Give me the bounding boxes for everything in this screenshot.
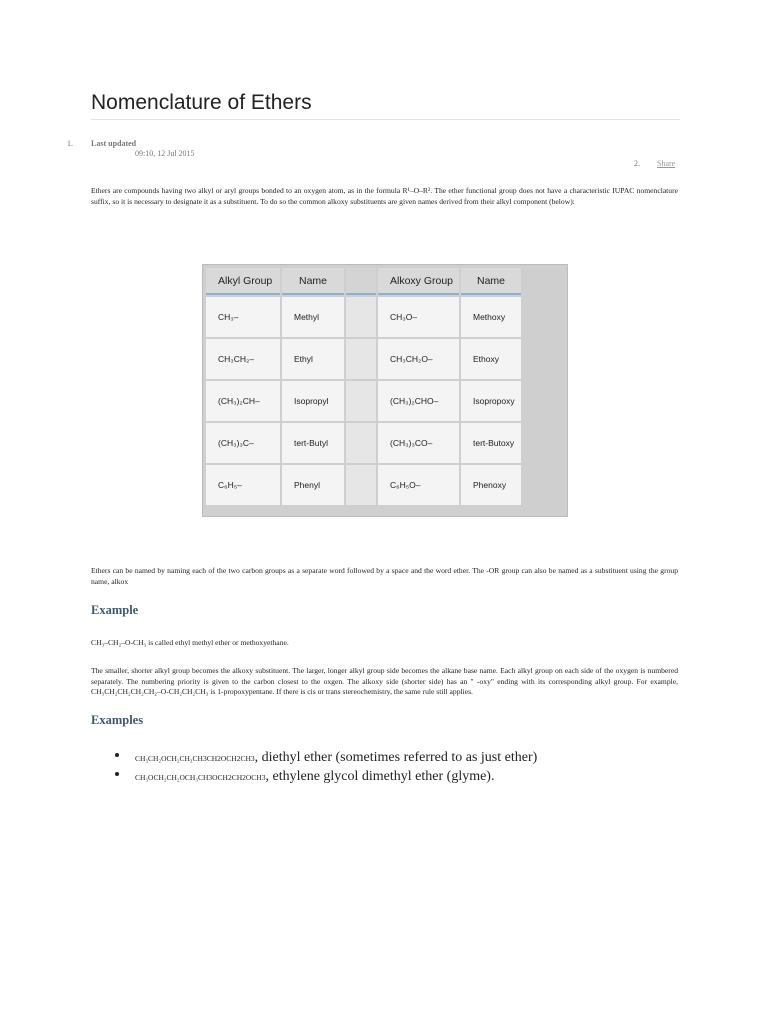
meta-item-number-1: 1. [67,139,73,148]
last-updated-label: Last updated [91,139,137,148]
cell-alkoxy-name: Ethoxy [461,339,521,379]
spacer-cell [346,297,376,337]
header-name: Name [461,268,521,295]
page-title: Nomenclature of Ethers [91,91,312,114]
bullet-icon [115,772,119,776]
table-row [206,339,521,379]
cell-alkoxy-name: Phenoxy [461,465,521,505]
header-alkoxy-group: Alkoxy Group [378,268,459,295]
spacer-cell [346,381,376,421]
naming-paragraph: Ethers can be named by naming each of the two carbon groups as a separate word followed by a space and the word ether. The -OR group can also be named as a substituent using the group name, alkox [91,566,678,586]
cell-alkyl-group: CH₃CH₂– [206,339,280,379]
table-row [206,297,521,337]
table-row [206,465,521,505]
cell-alkyl-name: tert-Butyl [282,423,344,463]
header-alkyl-group: Alkyl Group [206,268,280,295]
table-row [206,381,521,421]
cell-alkoxy-group: CH₃O– [378,297,459,337]
example-formula: CH₃OCH₂CH₂OCH₃CH3OCH2CH2OCH3 [135,773,266,782]
last-updated-value: 09:10, 12 Jul 2015 [135,149,195,158]
cell-alkoxy-name: tert-Butoxy [461,423,521,463]
title-divider [91,119,680,120]
bullet-icon [115,753,119,757]
nomenclature-table [204,266,523,507]
cell-alkyl-group: C₆H₅– [206,465,280,505]
cell-alkoxy-group: (CH₃)₃CO– [378,423,459,463]
example-formula: CH₃CH₂OCH₂CH₃CH3CH2OCH2CH3 [135,754,255,763]
cell-alkyl-group: (CH₃)₂CH– [206,381,280,421]
header-name: Name [282,268,344,295]
cell-alkyl-group: CH₃– [206,297,280,337]
rule-paragraph: The smaller, shorter alkyl group becomes the alkoxy substituent. The larger, longer alkyl group side becomes the alkane base name. Each alkyl group on each side of the oxygen is numbered separately. The numbering priority is given to the carbon closest to the oxgen. The alkoxy side (shorter side) has an " -oxy" ending with its corresponding alkyl group. For example, CH₃CH₂CH₂CH₂CH₂–O-CH₂CH₂CH₃ is 1-propoxypentane. If there is cis or trans stereochemistry, the same rule still applies. [91,666,678,697]
cell-alkoxy-group: CH₃CH₂O– [378,339,459,379]
cell-alkoxy-name: Methoxy [461,297,521,337]
alkyl-alkoxy-table [202,264,568,517]
example-text: CH₃–CH₂–O-CH₃ is called ethyl methyl ether or methoxyethane. [91,638,289,647]
header-spacer [346,268,376,295]
table-row [206,423,521,463]
spacer-cell [346,339,376,379]
cell-alkyl-name: Ethyl [282,339,344,379]
cell-alkyl-name: Methyl [282,297,344,337]
table-header-row [206,268,521,295]
cell-alkyl-group: (CH₃)₃C– [206,423,280,463]
example-name: , ethylene glycol dimethyl ether (glyme). [265,769,495,784]
examples-heading: Examples [91,713,144,727]
example-name: , diethyl ether (sometimes referred to as just ether) [254,750,538,765]
spacer-cell [346,423,376,463]
intro-paragraph: Ethers are compounds having two alkyl or aryl groups bonded to an oxygen atom, as in the formula R¹–O–R². The ether functional group does not have a characteristic IUPAC nomenclature suffix, so it is necessary to designate it as a substituent. To do so the common alkoxy substituents are given names derived from their alkyl component (below): [91,186,678,206]
meta-item-number-2: 2. [634,159,640,168]
example-heading: Example [91,603,139,617]
share-link[interactable]: Share [657,159,676,168]
cell-alkyl-name: Phenyl [282,465,344,505]
cell-alkoxy-group: (CH₃)₂CHO– [378,381,459,421]
cell-alkyl-name: Isopropyl [282,381,344,421]
spacer-cell [346,465,376,505]
cell-alkoxy-group: C₆H₅O– [378,465,459,505]
cell-alkoxy-name: Isopropoxy [461,381,521,421]
